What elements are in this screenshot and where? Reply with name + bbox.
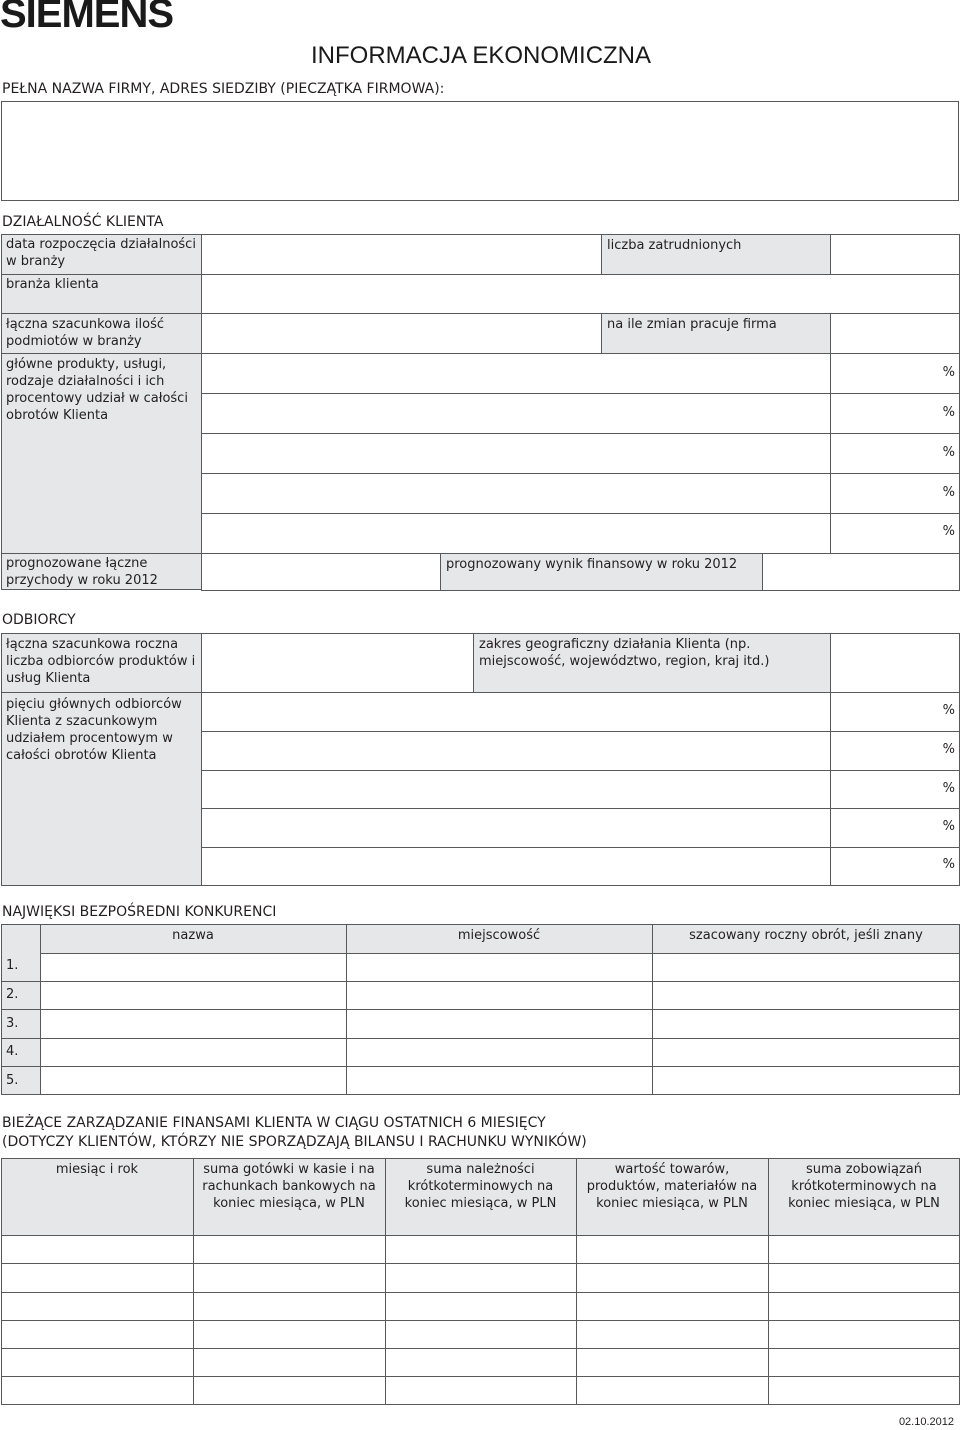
recipient-row-5-field[interactable] [201, 847, 830, 886]
competitors-count-field[interactable] [201, 313, 602, 354]
competitor-number: 2. [6, 987, 19, 1002]
revenue-field[interactable] [201, 553, 441, 591]
product-row-3-field[interactable] [201, 433, 830, 473]
competitor-number: 3. [6, 1016, 19, 1031]
company-stamp-field[interactable] [1, 101, 959, 201]
products-label: główne produkty, usługi, rodzaje działalności i ich procentowy udział w całości obrotów Klienta [6, 357, 188, 423]
competitor-4-name-field[interactable] [41, 1039, 346, 1066]
percent-sign: % [942, 819, 955, 834]
competitor-3-name-field[interactable] [41, 1010, 346, 1038]
start-date-field[interactable] [201, 234, 602, 275]
product-row-1-field[interactable] [201, 353, 830, 393]
industry-label: branża klienta [6, 277, 99, 292]
start-date-label: data rozpoczęcia działalności w branży [6, 237, 196, 269]
competitor-1-name-field[interactable] [41, 954, 346, 981]
percent-sign: % [942, 524, 955, 539]
finance-row-2-month-field[interactable] [2, 1264, 193, 1292]
result-field[interactable] [762, 553, 960, 591]
col-receivables-header: suma należności krótkoterminowych na koniec miesiąca, w PLN [404, 1162, 557, 1211]
product-row-5-field[interactable] [201, 513, 830, 553]
finance-section-subtitle: (DOTYCZY KLIENTÓW, KTÓRZY NIE SPORZĄDZAJĄ BILANSU I RACHUNKU WYNIKÓW) [2, 1134, 587, 1150]
industry-field[interactable] [201, 274, 960, 314]
main-recipients-label: pięciu głównych odbiorców Klienta z szacunkowym udziałem procentowym w całości obrotów Klienta [6, 697, 182, 763]
col-name-header: nazwa [172, 928, 214, 943]
product-row-4-field[interactable] [201, 473, 830, 513]
recipient-row-4-field[interactable] [201, 808, 830, 847]
recipient-row-3-field[interactable] [201, 770, 830, 808]
col-turnover-header: szacowany roczny obrót, jeśli znany [689, 928, 923, 943]
percent-sign: % [942, 405, 955, 420]
competitors-section-title: NAJWIĘKSI BEZPOŚREDNI KONKURENCI [2, 904, 277, 920]
divider [830, 692, 831, 886]
divider [830, 353, 831, 554]
shifts-label: na ile zmian pracuje firma [601, 313, 831, 354]
product-row-2-field[interactable] [201, 393, 830, 433]
percent-sign: % [942, 781, 955, 796]
document-title: INFORMACJA EKONOMICZNA [311, 42, 652, 69]
col-cash-header: suma gotówki w kasie i na rachunkach bankowych na koniec miesiąca, w PLN [202, 1162, 376, 1211]
shifts-field[interactable] [830, 313, 960, 354]
finance-row-1-month-field[interactable] [2, 1236, 193, 1263]
competitor-number: 5. [6, 1073, 19, 1088]
recipient-row-2-field[interactable] [201, 731, 830, 770]
siemens-logo: SIEMENS [0, 0, 174, 36]
employees-field[interactable] [830, 234, 960, 275]
percent-sign: % [942, 742, 955, 757]
percent-sign: % [942, 485, 955, 500]
activity-section-title: DZIAŁALNOŚĆ KLIENTA [2, 214, 164, 230]
divider [1, 692, 202, 693]
finance-section-title: BIEŻĄCE ZARZĄDZANIE FINANSAMI KLIENTA W CIĄGU OSTATNICH 6 MIESIĘCY [2, 1115, 546, 1131]
percent-sign: % [942, 365, 955, 380]
competitor-2-name-field[interactable] [41, 982, 346, 1009]
col-inventory-header: wartość towarów, produktów, materiałów na koniec miesiąca, w PLN [586, 1162, 758, 1211]
finance-row-6-month-field[interactable] [2, 1377, 193, 1404]
geo-range-label: zakres geograficzny działania Klienta (np. miejscowość, województwo, region, kraj itd.) [473, 633, 831, 693]
competitor-5-name-field[interactable] [41, 1067, 346, 1094]
result-label: prognozowany wynik finansowy w roku 2012 [440, 553, 763, 591]
finance-row-5-month-field[interactable] [2, 1349, 193, 1376]
recipient-row-1-field[interactable] [201, 692, 830, 731]
recipients-count-label: łączna szacunkowa roczna liczba odbiorców produktów i usług Klienta [6, 637, 196, 686]
divider [652, 953, 653, 1095]
finance-row-3-month-field[interactable] [2, 1293, 193, 1320]
document-date: 02.10.2012 [898, 1416, 954, 1428]
divider [346, 953, 347, 1095]
geo-range-field[interactable] [830, 633, 960, 693]
competitor-number: 4. [6, 1044, 19, 1059]
revenue-label: prognozowane łączne przychody w roku 2012 [6, 556, 158, 588]
company-label: PEŁNA NAZWA FIRMY, ADRES SIEDZIBY (PIECZĄTKA FIRMOWA): [2, 81, 445, 97]
employees-label: liczba zatrudnionych [601, 234, 831, 275]
col-city-header: miejscowość [457, 928, 541, 943]
percent-sign: % [942, 445, 955, 460]
competitor-number: 1. [6, 958, 19, 973]
percent-sign: % [942, 703, 955, 718]
recipients-count-field[interactable] [201, 633, 474, 693]
col-month-header: miesiąc i rok [55, 1162, 139, 1177]
finance-row-4-month-field[interactable] [2, 1321, 193, 1348]
col-liabilities-header: suma zobowiązań krótkoterminowych na koniec miesiąca, w PLN [788, 1162, 940, 1211]
recipients-section-title: ODBIORCY [2, 612, 76, 628]
percent-sign: % [942, 857, 955, 872]
competitors-count-label: łączna szacunkowa ilość podmiotów w branży [6, 317, 165, 349]
